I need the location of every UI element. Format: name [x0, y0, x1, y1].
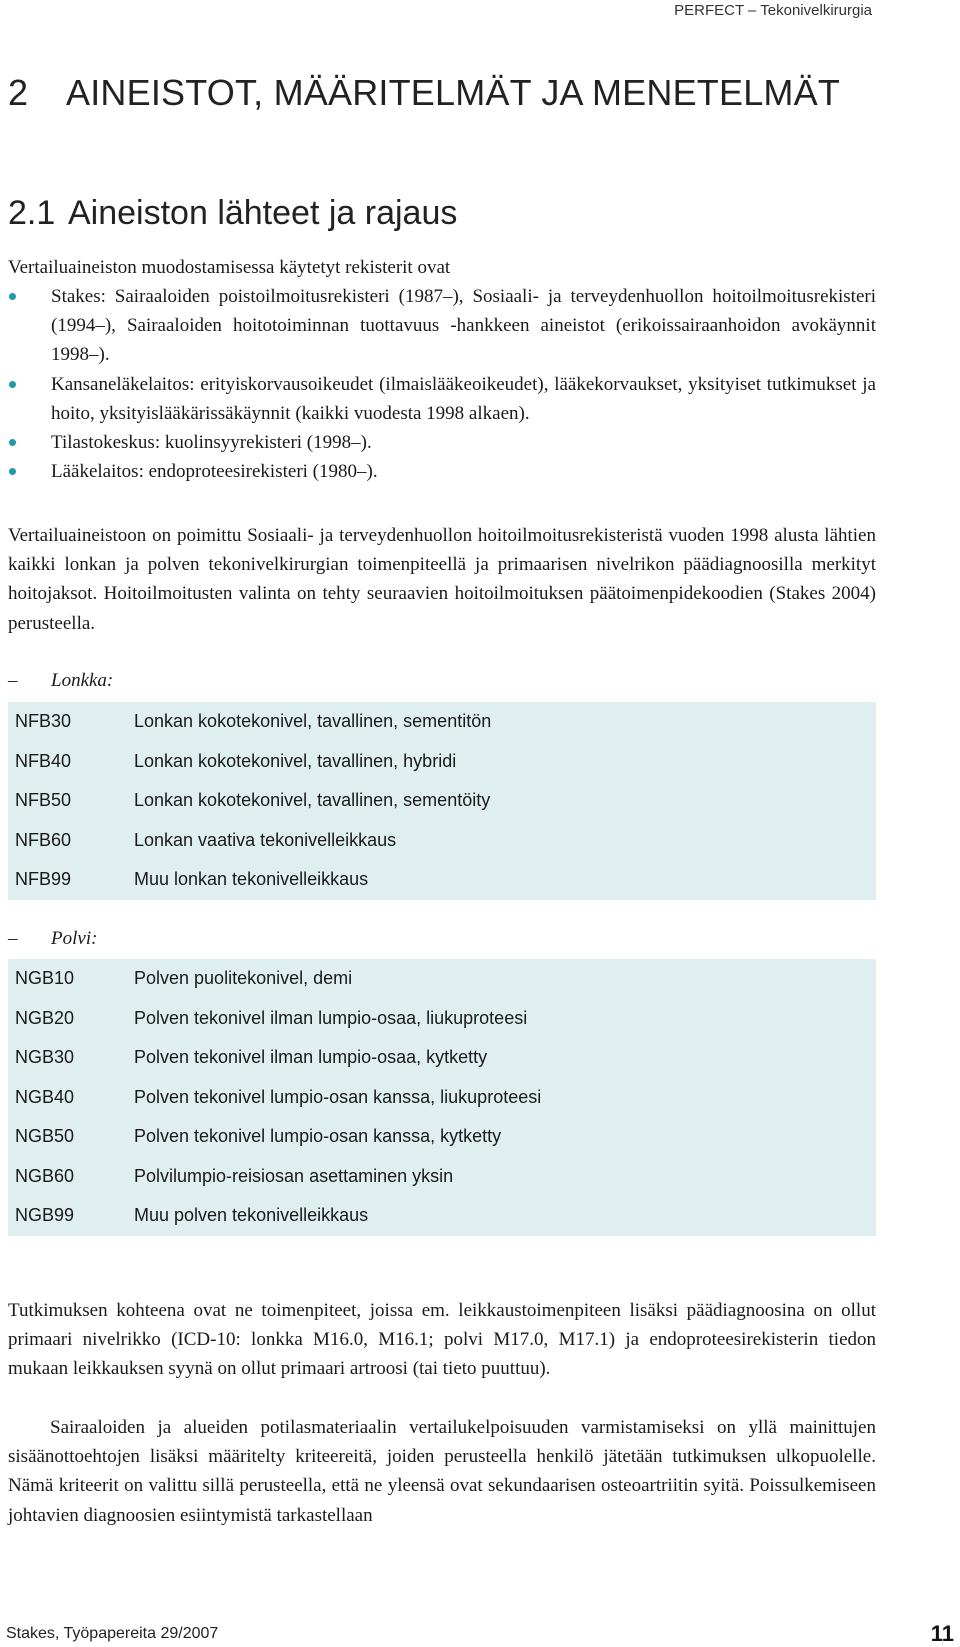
dash: – — [8, 928, 18, 949]
table-row — [8, 1157, 876, 1197]
procedure-code: NGB50 — [15, 1126, 75, 1147]
dash: – — [8, 670, 18, 691]
procedure-description: Polven tekonivel lumpio-osan kanssa, kytketty — [134, 1126, 502, 1147]
procedure-code: NFB50 — [15, 790, 72, 811]
table-row — [8, 959, 876, 999]
list-item-text: Tilastokeskus: kuolinsyyrekisteri (1998–). — [51, 432, 372, 454]
list-item-text: Kansaneläkelaitos: erityiskorvausoikeudet (ilmaislääkeoikeudet), lääkekorvaukset, yksityiset tutkimukset ja hoito, yksityislääkärissäkäynnit (kaikki vuodesta 1998 alkaen). — [51, 373, 876, 424]
procedure-code: NFB40 — [15, 750, 72, 771]
procedure-description: Polven tekonivel lumpio-osan kanssa, liukuproteesi — [134, 1086, 542, 1107]
polvi-label-text: Polvi: — [51, 928, 98, 949]
list-item — [8, 370, 876, 428]
paragraph-exclusion-criteria: Sairaaloiden ja alueiden potilasmateriaalin vertailukelpoisuuden varmistamiseksi on yllä mainittujen sisäänottoehtojen lisäksi määritelty kriteereitä, joiden perusteella henkilö jätetään tutkimuksen ulkopuolelle. Nämä kriteerit on valittu sillä perusteella, että ne yleensä ovat sekundaarisen osteoartriitin syitä. Poissulkemiseen johtavien diagnoosien esiintymistä tarkastellaan — [8, 1417, 876, 1526]
procedure-code: NGB10 — [15, 968, 75, 989]
table-row — [8, 781, 876, 821]
chapter-heading — [8, 72, 840, 114]
procedure-code: NFB30 — [15, 711, 72, 732]
procedure-description: Lonkan kokotekonivel, tavallinen, sementöity — [134, 790, 491, 811]
lonkka-code-table — [8, 702, 876, 900]
procedure-code: NGB40 — [15, 1086, 75, 1107]
procedure-description: Lonkan kokotekonivel, tavallinen, hybridi — [134, 750, 457, 771]
table-row — [8, 1078, 876, 1118]
procedure-description: Lonkan vaativa tekonivelleikkaus — [134, 829, 397, 850]
section-title: Aineiston lähteet ja rajaus — [68, 194, 458, 232]
paragraph-study-target: Tutkimuksen kohteena ovat ne toimenpiteet, joissa em. leikkaustoimenpiteen lisäksi päädiagnoosina on ollut primaari nivelrikko (ICD-10: lonkka M16.0, M16.1; polvi M17.0, M17.1) ja endoproteesirekisterin tiedon mukaan leikkauksen syynä on ollut primaari artroosi (tai tieto puuttuu). — [8, 1300, 876, 1380]
table-row — [8, 860, 876, 900]
section-number: 2.1 — [8, 194, 56, 232]
procedure-description: Polven tekonivel ilman lumpio-osaa, kytketty — [134, 1047, 488, 1068]
list-item — [8, 282, 876, 370]
procedure-description: Polven puolitekonivel, demi — [134, 968, 353, 989]
table-row — [8, 1038, 876, 1078]
page-number: 11 — [930, 1621, 954, 1646]
register-list — [8, 282, 876, 486]
chapter-title: AINEISTOT, MÄÄRITELMÄT JA MENETELMÄT — [66, 72, 841, 113]
table-row — [8, 1196, 876, 1236]
bullet-dot-icon — [9, 439, 16, 446]
bullet-dot-icon — [9, 468, 16, 475]
running-header: PERFECT – Tekonivelkirurgia — [674, 2, 872, 19]
procedure-code: NFB60 — [15, 829, 72, 850]
table-row — [8, 821, 876, 861]
procedure-description: Polvilumpio-reisiosan asettaminen yksin — [134, 1165, 454, 1186]
list-item-text: Stakes: Sairaaloiden poistoilmoitusrekisteri (1987–), Sosiaali- ja terveydenhuollon hoitoilmoitusrekisteri (1994–), Sairaaloiden hoitotoiminnan tuottavuus -hankkeen aineistot (erikoissairaanhoidon avokäynnit 1998–). — [51, 286, 876, 366]
procedure-code: NGB20 — [15, 1007, 75, 1028]
table-row — [8, 702, 876, 742]
section-heading — [8, 194, 457, 233]
table-row — [8, 742, 876, 782]
procedure-code: NGB60 — [15, 1165, 75, 1186]
table-row — [8, 999, 876, 1039]
chapter-number: 2 — [8, 72, 29, 113]
polvi-label — [8, 926, 97, 952]
bullet-dot-icon — [9, 381, 16, 388]
procedure-code: NFB99 — [15, 869, 72, 890]
list-item-text: Lääkelaitos: endoproteesirekisteri (1980–). — [51, 461, 378, 483]
lonkka-label-text: Lonkka: — [51, 670, 114, 691]
bullet-dot-icon — [9, 293, 16, 300]
procedure-code: NGB30 — [15, 1047, 75, 1068]
list-item — [8, 428, 876, 457]
procedure-description: Polven tekonivel ilman lumpio-osaa, liukuproteesi — [134, 1007, 528, 1028]
procedure-description: Muu lonkan tekonivelleikkaus — [134, 869, 369, 890]
procedure-description: Lonkan kokotekonivel, tavallinen, sementitön — [134, 711, 492, 732]
paragraph-selection-criteria: Vertailuaineistoon on poimittu Sosiaali- ja terveydenhuollon hoitoilmoitusrekisteristä vuoden 1998 alusta lähtien kaikki lonkan ja polven tekonivelkirurgian toimenpiteellä ja primaarisen nivelrikon päädiagnoosilla merkityt hoitojaksot. Hoitoilmoitusten valinta on tehty seuraavien hoitoilmoituksen päätoimenpidekoodien (Stakes 2004) perusteella. — [8, 525, 876, 634]
table-row — [8, 1117, 876, 1157]
procedure-code: NGB99 — [15, 1205, 75, 1226]
footer-publication: Stakes, Työpapereita 29/2007 — [6, 1625, 219, 1642]
polvi-code-table — [8, 959, 876, 1236]
list-item — [8, 457, 876, 486]
registers-intro: Vertailuaineiston muodostamisessa käytetyt rekisterit ovat — [8, 257, 451, 278]
lonkka-label — [8, 668, 113, 694]
procedure-description: Muu polven tekonivelleikkaus — [134, 1205, 369, 1226]
